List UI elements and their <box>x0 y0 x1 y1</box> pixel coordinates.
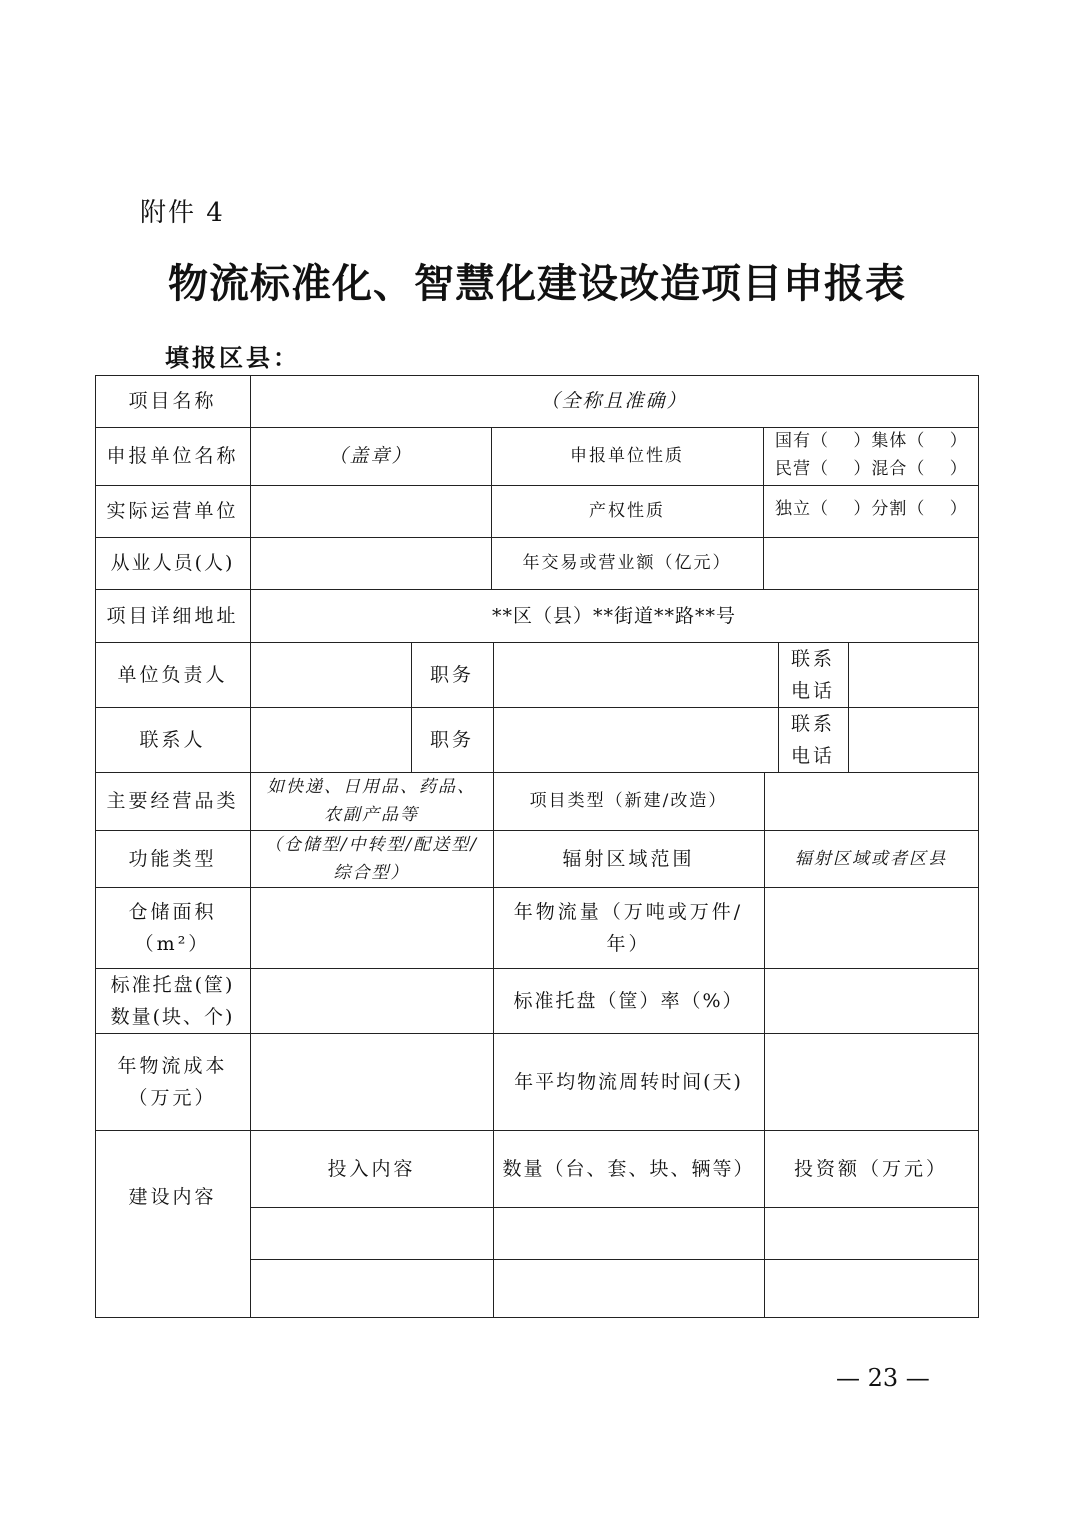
investment-amount-header: 投资额（万元） <box>793 1157 948 1180</box>
phone-label-line: 联系 <box>790 712 835 735</box>
table-border <box>978 375 979 1318</box>
function-type-hint: （仓储型/中转型/配送型/ <box>264 834 479 855</box>
function-type-label: 功能类型 <box>128 847 217 870</box>
contact-phone-field[interactable] <box>848 707 978 772</box>
quantity-header: 数量（台、套、块、辆等） <box>502 1157 755 1180</box>
pallet-quantity-label <box>95 968 250 1033</box>
phone-label-line: 电话 <box>790 744 835 767</box>
pallet-quantity-label-line: 数量(块、个) <box>110 1005 235 1028</box>
storage-area-field[interactable] <box>250 887 493 968</box>
annual-flow-label-line: 年物流量（万吨或万件/ <box>513 900 744 923</box>
annual-flow-label <box>493 887 764 968</box>
contact-position-label: 职务 <box>429 728 474 751</box>
quantity-cell[interactable] <box>493 1207 764 1259</box>
project-type-field[interactable] <box>764 772 978 830</box>
radiation-field[interactable]: 辐射区域或者区县 <box>795 848 947 869</box>
pallet-rate-field[interactable] <box>764 968 978 1033</box>
construction-label: 建设内容 <box>128 1185 217 1208</box>
applicant-label: 申报单位名称 <box>106 445 239 467</box>
contact-position-field[interactable] <box>493 707 778 772</box>
quantity-cell[interactable] <box>493 1259 764 1317</box>
unit-head-position-label: 职务 <box>429 663 474 686</box>
pallet-rate-label: 标准托盘（筐）率（%） <box>513 989 744 1012</box>
phone-label-line: 联系 <box>790 647 835 670</box>
page-number: — 23 — <box>836 1364 930 1392</box>
address-field[interactable]: **区（县）**街道**路**号 <box>491 604 736 627</box>
unit-head-field[interactable] <box>250 642 411 707</box>
county-label: 填报区县： <box>165 343 300 372</box>
project-name-field[interactable]: （全称且准确） <box>540 390 688 412</box>
main-goods-label: 主要经营品类 <box>106 790 239 812</box>
employees-field[interactable] <box>250 537 491 589</box>
annual-flow-label-line: 年） <box>606 932 651 955</box>
operator-label: 实际运营单位 <box>106 500 239 522</box>
property-options[interactable]: 独立（ ）分割（ ） <box>775 499 968 519</box>
investment-content-header: 投入内容 <box>327 1157 416 1180</box>
logistics-cost-field[interactable] <box>250 1033 493 1130</box>
operator-field[interactable] <box>250 485 491 537</box>
contact-label: 联系人 <box>139 728 206 751</box>
storage-area-label-line: （m²） <box>134 932 211 955</box>
investment-amount-cell[interactable] <box>764 1207 978 1259</box>
address-label: 项目详细地址 <box>106 604 239 627</box>
nature-options-row-1[interactable]: 国有（ ）集体（ ） <box>775 431 968 451</box>
radiation-label: 辐射区域范围 <box>562 847 695 870</box>
pallet-quantity-field[interactable] <box>250 968 493 1033</box>
turnover-time-label: 年平均物流周转时间(天) <box>514 1070 743 1093</box>
row-line <box>95 1317 979 1318</box>
application-form-table <box>95 375 979 1318</box>
form-title: 物流标准化、智慧化建设改造项目申报表 <box>168 260 906 307</box>
function-type-hint: 综合型） <box>333 862 410 883</box>
applicant-nature-label: 申报单位性质 <box>570 446 684 466</box>
main-goods-hint: 如快递、日用品、药品、 <box>267 777 476 797</box>
phone-label-line: 电话 <box>790 679 835 702</box>
turnover-time-field[interactable] <box>764 1033 978 1130</box>
function-type-field[interactable] <box>250 830 493 887</box>
unit-head-phone-field[interactable] <box>848 642 978 707</box>
employees-label: 从业人员(人) <box>110 552 235 574</box>
applicant-field[interactable]: （盖章） <box>328 445 413 467</box>
contact-phone-label <box>778 707 848 772</box>
logistics-cost-label <box>95 1033 250 1130</box>
project-type-label: 项目类型（新建/改造） <box>529 791 728 811</box>
contact-field[interactable] <box>250 707 411 772</box>
turnover-field[interactable] <box>763 537 978 589</box>
turnover-label: 年交易或营业额（亿元） <box>522 553 732 573</box>
unit-head-label: 单位负责人 <box>117 663 228 686</box>
pallet-quantity-label-line: 标准托盘(筐) <box>110 973 235 996</box>
main-goods-field[interactable] <box>250 772 493 830</box>
storage-area-label-line: 仓储面积 <box>128 900 217 923</box>
unit-head-position-field[interactable] <box>493 642 778 707</box>
main-goods-hint: 农副产品等 <box>324 805 419 825</box>
property-label: 产权性质 <box>589 501 665 521</box>
investment-content-cell[interactable] <box>250 1207 493 1259</box>
storage-area-label <box>95 887 250 968</box>
logistics-cost-label-line: 年物流成本 <box>117 1054 228 1077</box>
investment-content-cell[interactable] <box>250 1259 493 1317</box>
project-name-label: 项目名称 <box>128 390 217 412</box>
nature-options-row-2[interactable]: 民营（ ）混合（ ） <box>775 459 968 479</box>
attachment-label: 附件 4 <box>140 198 225 228</box>
unit-head-phone-label <box>778 642 848 707</box>
annual-flow-field[interactable] <box>764 887 978 968</box>
logistics-cost-label-line: （万元） <box>128 1086 217 1109</box>
investment-amount-cell[interactable] <box>764 1259 978 1317</box>
